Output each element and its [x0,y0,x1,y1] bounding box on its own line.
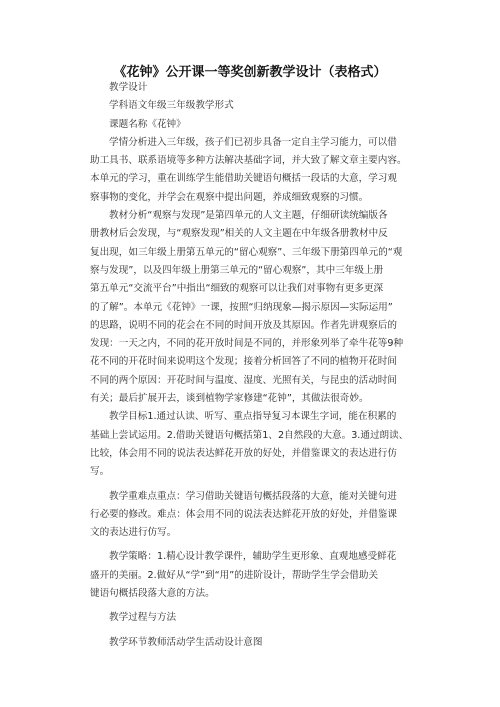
text-line: 的思路，说明不同的花会在不同的时间开放及其原因。作者先讲观察后的 [90,319,397,331]
text-line: 教材分析“观察与发现”是第四单元的人文主题，仔细研读统编版各 [109,210,388,222]
text-line: 写。 [90,466,110,478]
text-line: 盛开的美丽。2.做好从“学”到“用”的进阶设计，帮助学生学会借助关 [90,569,379,581]
text-line: 课题名称《花钟》 [109,118,186,130]
text-line: 本单元的学习，重在训练学生能借助关键语句概括一段话的大意，学习观 [90,173,397,185]
text-line: 教学设计 [109,82,148,93]
document-body [90,79,425,652]
text-line: 察事物的变化，并学会在观察中提出问题，养成细致观察的习惯。 [90,191,369,203]
text-line: 助工具书、联系语境等多种方法解决基础字词，并大致了解文章主要内容。 [90,155,407,167]
text-line: 不同的两个原因：开花时间与温度、湿度、光照有关，与昆虫的活动时间 [90,374,397,386]
text-line: 第五单元“交流平台”中指出“细致的观察可以让我们对事物有更多更深 [90,283,384,295]
text-line: 教学环节教师活动学生活动设计意图 [109,636,263,648]
text-line: 花不同的开花时间来说明这个发现；接着分析回答了不同的植物开花时间 [90,356,397,368]
text-line: 教学目标1.通过认读、听写、重点指导复习本课生字词，能在积累的 [109,411,397,423]
text-line: 册教材后会发现，与“观察发现”相关的人文主题在中年级各册教材中反 [90,228,388,240]
text-line: 比较，体会用不同的说法表达鲜花开放的好处，并借鉴课文的表达进行仿 [90,447,397,459]
text-line: 有关；最后扩展开去，谈到植物学家修建“花钟”，其做法很奇妙。 [90,393,369,405]
document-title: 《花钟》公开课一等奖创新教学设计（表格式） [113,65,387,80]
text-line: 察与发现”，以及四年级上册第三单元的“留心观察”，其中三年级上册 [90,264,384,276]
text-line: 键语句概括段落大意的方法。 [90,588,215,600]
text-line: 学科语文年级三年级教学形式 [109,100,234,112]
text-line: 行必要的修改。难点：体会用不同的说法表达鲜花开放的好处，并借鉴课 [90,508,397,520]
text-line: 文的表达进行仿写。 [90,527,177,539]
text-line: 教学过程与方法 [109,612,177,624]
text-line: 教学重难点重点：学习借助关键语句概括段落的大意，能对关键句进 [109,490,397,502]
text-line: 教学策略：1.精心设计教学课件，辅助学生更形象、直观地感受鲜花 [109,551,397,563]
text-line: 发现：一天之内，不同的花开放时间是不同的，并形象列举了牵牛花等9种 [90,338,404,350]
text-line: 复出现，如三年级上册第五单元的“留心观察”、三年级下册第四单元的“观 [90,246,403,258]
text-line: 的了解”。本单元《花钟》一课，按照“归纳现象—揭示原因—实际运用” [90,301,393,313]
text-line: 学情分析进入三年级，孩子们已初步具备一定自主学习能力，可以借 [109,136,397,148]
text-line: 基础上尝试运用。2.借助关键语句概括第1、2自然段的大意。3.通过朗读、 [90,429,409,441]
